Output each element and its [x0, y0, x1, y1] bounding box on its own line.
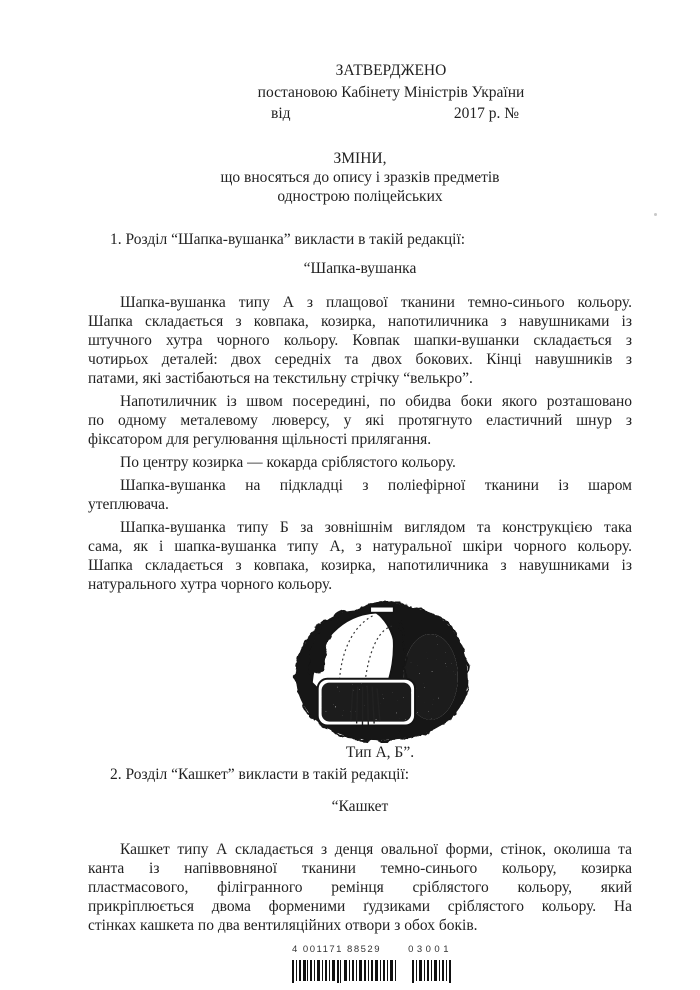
barcode-bars-left [292, 960, 398, 983]
text-line: Кашкет типу А складається з денця овальної форми, стінок, околиша та [120, 840, 632, 858]
text-line: Шапка-вушанка типу А з плащової тканини темно-синього кольору. [120, 293, 632, 311]
paragraph [88, 476, 632, 514]
document-body [88, 149, 632, 983]
approval-stamp: ЗАТВЕРДЖЕНО [335, 62, 447, 79]
text-line: штучного хутра чорного кольору. Ковпак шапки-вушанки складається з [88, 331, 632, 349]
approval-date-line [245, 103, 537, 125]
barcode [292, 943, 452, 983]
approval-by-line: постановою Кабінету Міністрів України [257, 83, 525, 101]
text-line: пластмасового, філігранного ремінця сріблястого кольору, який [88, 878, 632, 896]
top-band [370, 606, 393, 612]
text-line: сама, як і шапка-вушанка типу А, з натуральної шкіри чорного кольору. [88, 537, 632, 555]
text-line: стінках кашкета по два вентиляційних отвори з обох боків. [88, 916, 478, 934]
scan-artifact-speck [654, 213, 657, 216]
front-flap [318, 678, 415, 725]
text-line: чотирьох деталей: двох середніх та двох бокових. Кінці навушників з [88, 350, 632, 368]
text-line: що вносяться до опису і зразків предметів [220, 168, 500, 186]
text-line: Шапка складається з ковпака, козирка, напотиличника з навушниками із [88, 312, 632, 330]
text-line: Напотиличник із швом посередині, по обидва боки якого розташовано [120, 392, 632, 410]
paragraph [88, 453, 632, 472]
barcode-number-left: 4 001171 88529 [292, 943, 381, 955]
figure-caption: Тип А, Б”. [345, 743, 415, 761]
text-line: Шапка-вушанка на підкладці з поліефірної тканини із шаром [120, 476, 632, 494]
section-2-subheading: “Кашкет [331, 797, 389, 815]
text-line: канта із напіввовняної тканини темно-синього кольору, козирка [88, 859, 632, 877]
text-line: прикріплюється двома форменими ґудзиками сріблястого кольору. На [88, 897, 632, 915]
text-line: натурального хутра чорного кольору. [88, 575, 333, 593]
barcode-number-right: 03001 [408, 943, 452, 955]
ushanka-hat-illustration [280, 597, 480, 743]
document-title [88, 149, 632, 206]
text-line: патами, які застібаються на текстильну стрічку “велькро”. [88, 369, 473, 387]
text-line: утеплювача. [88, 495, 169, 513]
section-2-heading: 2. Розділ “Кашкет” викласти в такій редакції: [110, 765, 410, 783]
text-line: По центру козирка — кокарда сріблястого кольору. [120, 453, 456, 471]
text-line: Шапка складається з ковпака, козирка, напотиличника з навушниками із [88, 556, 632, 574]
approval-block [245, 0, 537, 125]
section-1-subheading: “Шапка-вушанка [303, 259, 417, 277]
approval-date-prefix: від [271, 105, 291, 122]
barcode-bars-right [412, 960, 452, 983]
text-line: фіксатором для регулювання щільності прилягання. [88, 430, 432, 448]
paragraph [88, 840, 632, 935]
text-line: однострою поліцейських [277, 187, 443, 205]
paragraph [88, 293, 632, 388]
section-1-heading: 1. Розділ “Шапка-вушанка” викласти в такій редакції: [110, 230, 466, 248]
ushanka-hat-figure [280, 597, 480, 743]
approval-date-suffix: 2017 р. № [453, 105, 519, 122]
text-line: Шапка-вушанка типу Б за зовнішнім виглядом та конструкцією така [120, 518, 632, 536]
paragraph [88, 518, 632, 594]
barcode-numbers [292, 943, 452, 959]
text-line: по одному металевому люверсу, у які протягнуто еластичний шнур з [88, 411, 632, 429]
text-line: ЗМІНИ, [333, 149, 387, 167]
paragraph [88, 392, 632, 449]
